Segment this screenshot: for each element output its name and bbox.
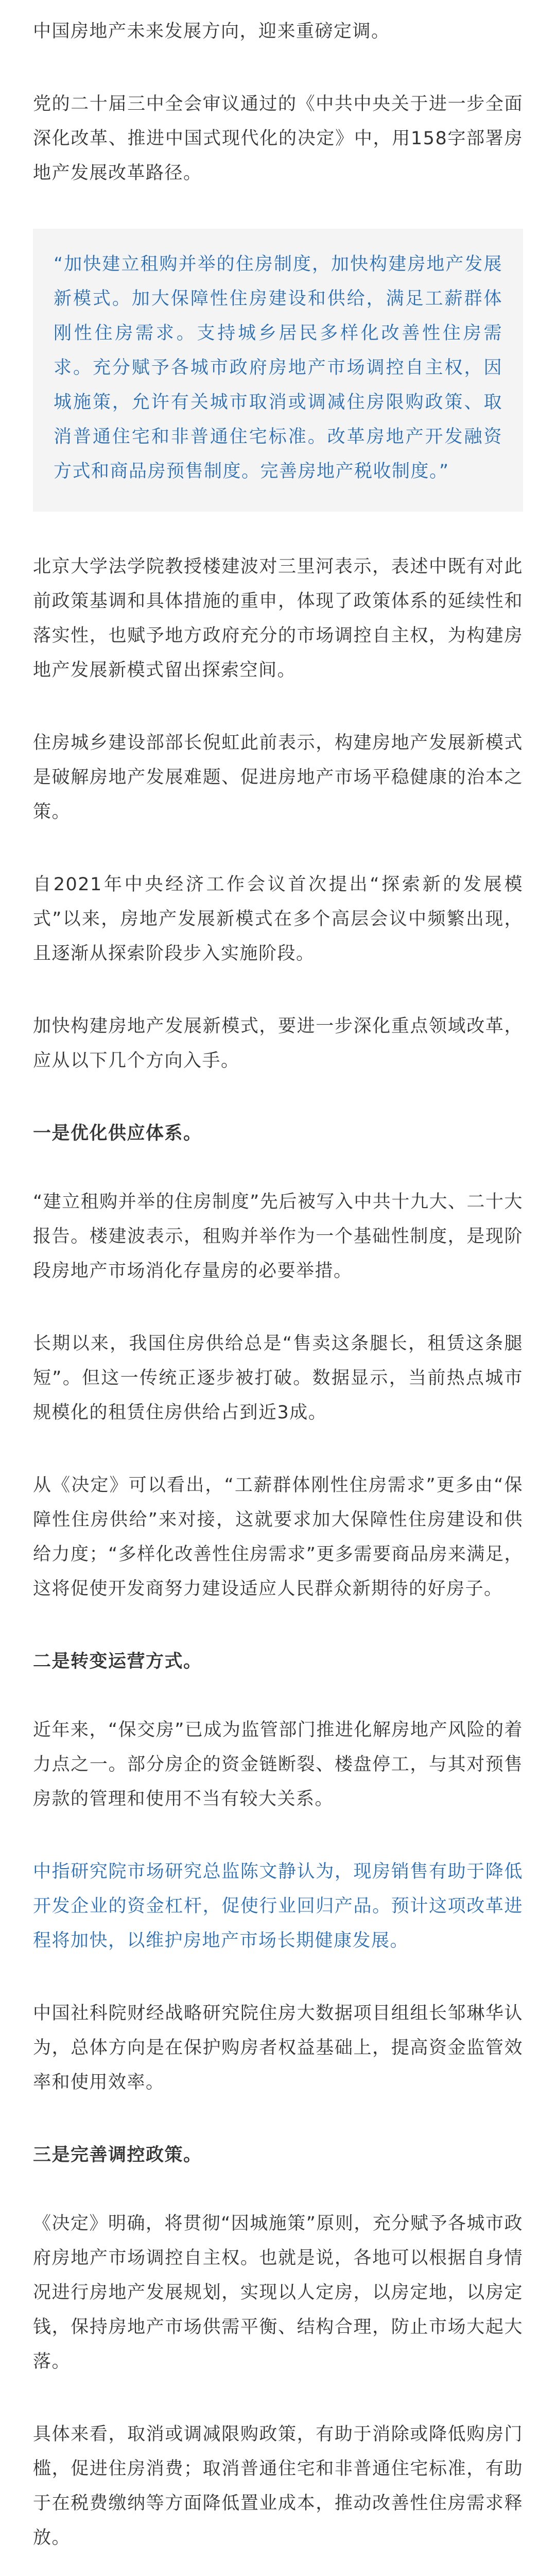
chen-wenjing-paragraph: 中指研究院市场研究总监陈文静认为，现房销售有助于降低开发企业的资金杠杆，促使行业回归产品。预计这项改革进程将加快，以维护房地产市场长期健康发展。 <box>33 1861 523 1951</box>
long-term-paragraph: 长期以来，我国住房供给总是“售卖这条腿长，租赁这条腿短”。但这一传统正逐步被打破。数据显示，当前热点城市规模化的租赁住房供给占到近3成。 <box>33 1333 523 1423</box>
cass-paragraph: 中国社科院财经战略研究院住房大数据项目组组长邹琳华认为，总体方向是在保护购房者权益基础上，提高资金监管效率和使用效率。 <box>33 2003 523 2093</box>
specific-paragraph: 具体来看，取消或调减限购政策，有助于消除或降低购房门槛，促进住房消费；取消普通住宅和非普通住宅标准，有助于在税费缴纳等方面降低置业成本，推动改善性住房需求释放。 <box>33 2424 523 2548</box>
decision-quote-block <box>33 229 523 512</box>
directions-paragraph: 加快构建房地产发展新模式，要进一步深化重点领域改革，应从以下几个方向入手。 <box>33 1016 523 1071</box>
rent-purchase-paragraph: “建立租购并举的住房制度”先后被写入中共十九大、二十大报告。楼建波表示，租购并举作为一个基础性制度，是现阶段房地产市场消化存量房的必要举措。 <box>33 1192 523 1281</box>
intro-paragraph: 中国房地产未来发展方向，迎来重磅定调。 <box>33 21 390 42</box>
ni-hong-paragraph: 住房城乡建设部部长倪虹此前表示，构建房地产发展新模式是破解房地产发展难题、促进房地产市场平稳健康的治本之策。 <box>33 733 523 822</box>
yincheng-paragraph: 《决定》明确，将贯彻“因城施策”原则，充分赋予各城市政府房地产市场调控自主权。也就是说，各地可以根据自身情况进行房地产发展规划，实现以人定房，以房定地，以房定钱，保持房地产市场供需平衡、结构合理，防止市场大起大落。 <box>33 2213 523 2372</box>
from-decision-paragraph: 从《决定》可以看出，“工薪群体刚性住房需求”更多由“保障性住房供给”来对接，这就要求加大保障性住房建设和供给力度；“多样化改善性住房需求”更多需要商品房来满足，这将促使开发商努力建设适应人民群众新期待的好房子。 <box>33 1475 523 1599</box>
pku-paragraph: 北京大学法学院教授楼建波对三里河表示，表述中既有对此前政策基调和具体措施的重申，体现了政策体系的延续性和落实性，也赋予地方政府充分的市场调控自主权，为构建房地产发展新模式留出探索空间。 <box>33 556 523 681</box>
decision-quote-text: “加快建立租购并举的住房制度，加快构建房地产发展新模式。加大保障性住房建设和供给，满足工薪群体刚性住房需求。支持城乡居民多样化改善性住房需求。充分赋予各城市政府房地产市场调控自主权，因城施策，允许有关城市取消或调减住房限购政策、取消普通住宅和非普通住宅标准。改革房地产开发融资方式和商品房预售制度。完善房地产税收制度。” <box>54 254 502 482</box>
section-heading-regulation: 三是完善调控政策。 <box>33 2145 202 2165</box>
section-heading-operation: 二是转变运营方式。 <box>33 1651 202 1672</box>
recent-years-paragraph: 近年来，“保交房”已成为监管部门推进化解房地产风险的着力点之一。部分房企的资金链断裂、楼盘停工，与其对预售房款的管理和使用不当有较大关系。 <box>33 1720 523 1809</box>
since-2021-paragraph: 自2021年中央经济工作会议首次提出“探索新的发展模式”以来，房地产发展新模式在多个高层会议中频繁出现，且逐渐从探索阶段步入实施阶段。 <box>33 874 523 964</box>
section-heading-supply: 一是优化供应体系。 <box>33 1123 202 1144</box>
decision-paragraph: 党的二十届三中全会审议通过的《中共中央关于进一步全面深化改革、推进中国式现代化的决定》中，用158字部署房地产发展改革路径。 <box>33 94 523 183</box>
